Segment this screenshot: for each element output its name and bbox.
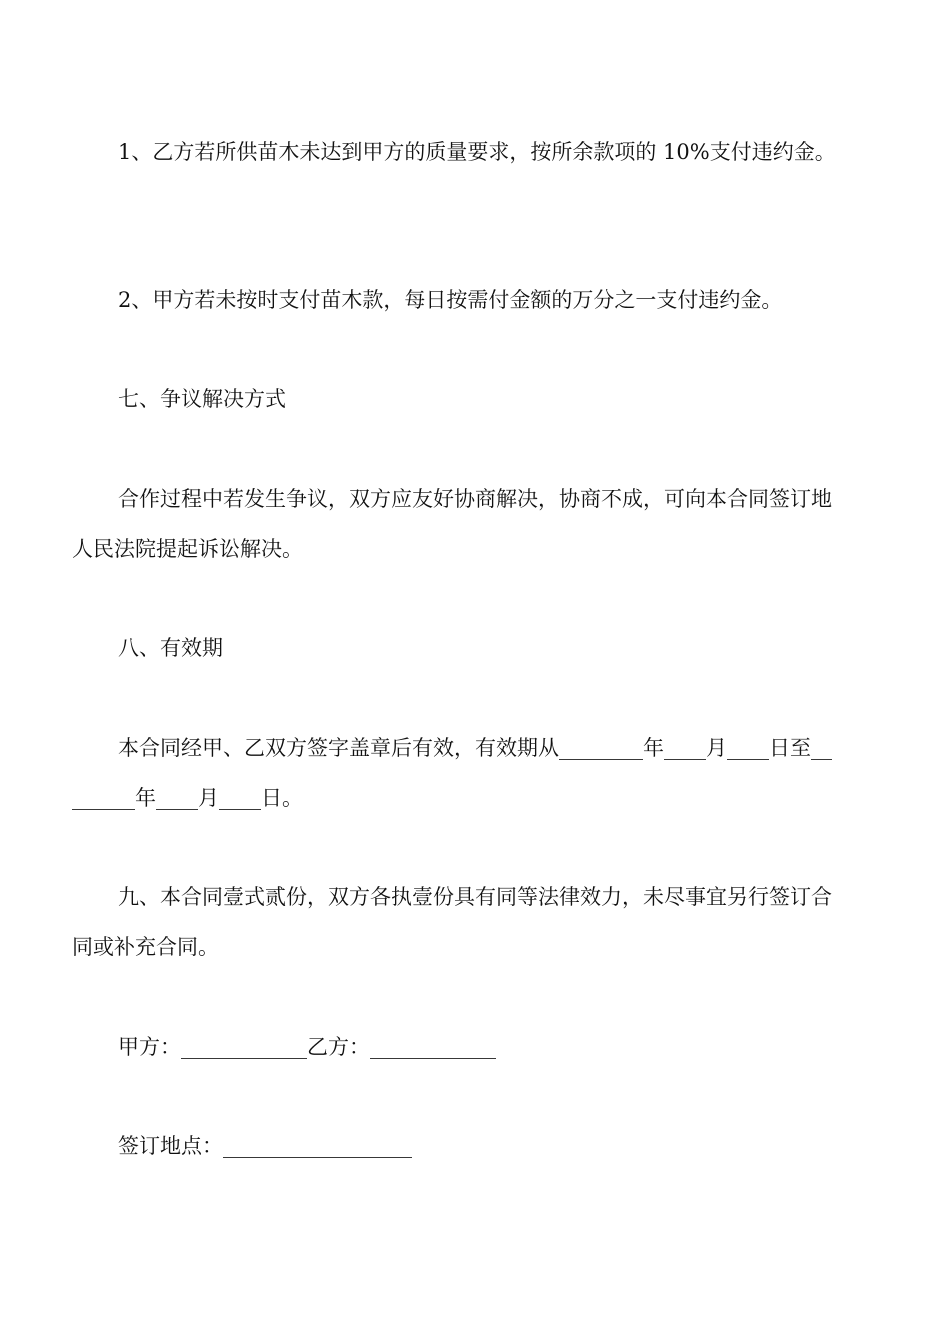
- signing-place-line: 签订地点：__________________: [118, 1134, 412, 1158]
- section-7-text-line2: 人民法院提起诉讼解决。: [72, 537, 303, 561]
- section-7-title: 七、争议解决方式: [118, 387, 286, 411]
- signature-line: 甲方：____________乙方：____________: [118, 1035, 496, 1059]
- section-9-line2: 同或补充合同。: [72, 935, 219, 959]
- section-7-text-line1: 合作过程中若发生争议，双方应友好协商解决，协商不成，可向本合同签订地: [118, 487, 832, 511]
- section-9-line1: 九、本合同壹式贰份，双方各执壹份具有同等法律效力，未尽事宜另行签订合: [118, 885, 832, 909]
- section-8-text-line1: 本合同经甲、乙双方签字盖章后有效，有效期从________年____月____日至__: [118, 736, 832, 760]
- section-8-text-line2: ______年____月____日。: [72, 786, 303, 810]
- clause-1: 1、乙方若所供苗木未达到甲方的质量要求，按所余款项的 10%支付违约金。: [118, 140, 836, 164]
- clause-2: 2、甲方若未按时支付苗木款，每日按需付金额的万分之一支付违约金。: [118, 288, 783, 312]
- section-8-title: 八、有效期: [118, 636, 223, 660]
